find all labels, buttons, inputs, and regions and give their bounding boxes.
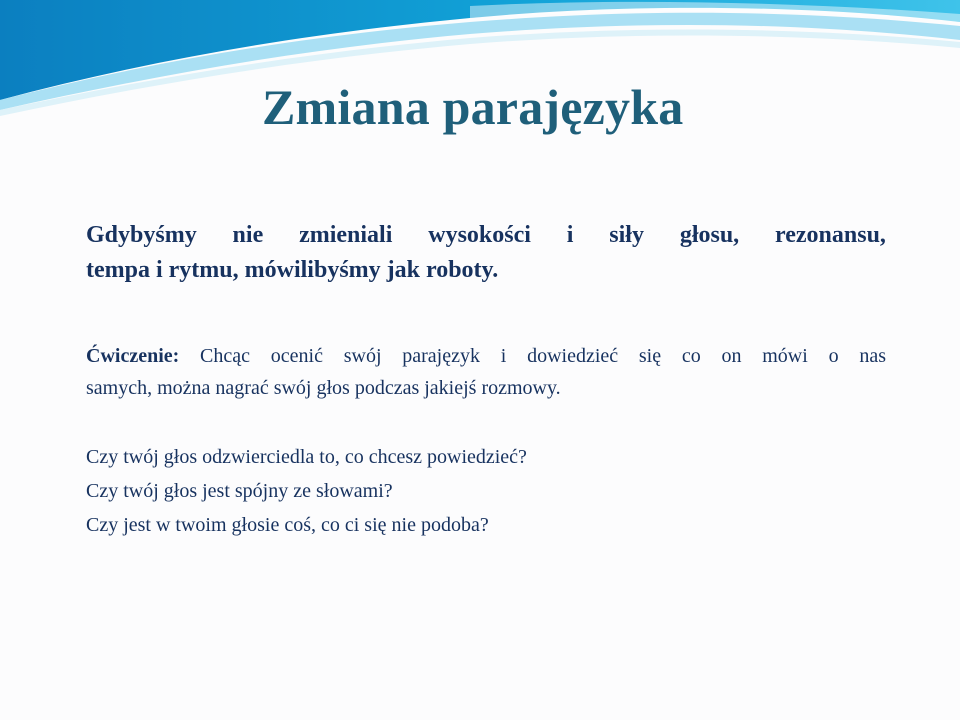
exercise-word: ocenić [270, 345, 323, 367]
exercise-word: co [681, 345, 701, 367]
exercise-word: i [500, 345, 507, 367]
intro-word: głosu, [679, 222, 740, 248]
exercise-paragraph [86, 340, 886, 404]
exercise-line-2: samych, można nagrać swój głos podczas jakiejś rozmowy. [86, 377, 561, 399]
intro-paragraph [86, 218, 886, 288]
exercise-word: on [721, 345, 742, 367]
exercise-word: o [828, 345, 839, 367]
question-item: Czy twój głos odzwierciedla to, co chcesz powiedzieć? [86, 446, 527, 468]
exercise-label: Ćwiczenie: [86, 345, 180, 367]
exercise-word: mówi [762, 345, 808, 367]
question-item: Czy jest w twoim głosie coś, co ci się nie podoba? [86, 514, 489, 536]
intro-word: Gdybyśmy [86, 222, 197, 248]
exercise-word: parajęzyk [402, 345, 480, 367]
questions-list [86, 440, 527, 542]
intro-word: zmieniali [299, 222, 393, 248]
intro-word: wysokości [428, 222, 531, 248]
exercise-line-1 [86, 340, 886, 372]
question-item: Czy twój głos jest spójny ze słowami? [86, 480, 393, 502]
exercise-word: nas [859, 345, 886, 367]
intro-line-2: tempa i rytmu, mówilibyśmy jak roboty. [86, 257, 499, 283]
exercise-word: Chcąc [200, 345, 251, 367]
exercise-word: się [638, 345, 662, 367]
intro-word: i [566, 222, 574, 248]
intro-line-1 [86, 218, 886, 253]
intro-word: rezonansu, [775, 222, 886, 248]
exercise-word: swój [343, 345, 382, 367]
intro-word: siły [609, 222, 644, 248]
slide-title: Zmiana parajęzyka [262, 79, 684, 135]
intro-word: nie [232, 222, 264, 248]
exercise-word: dowiedzieć [527, 345, 619, 367]
